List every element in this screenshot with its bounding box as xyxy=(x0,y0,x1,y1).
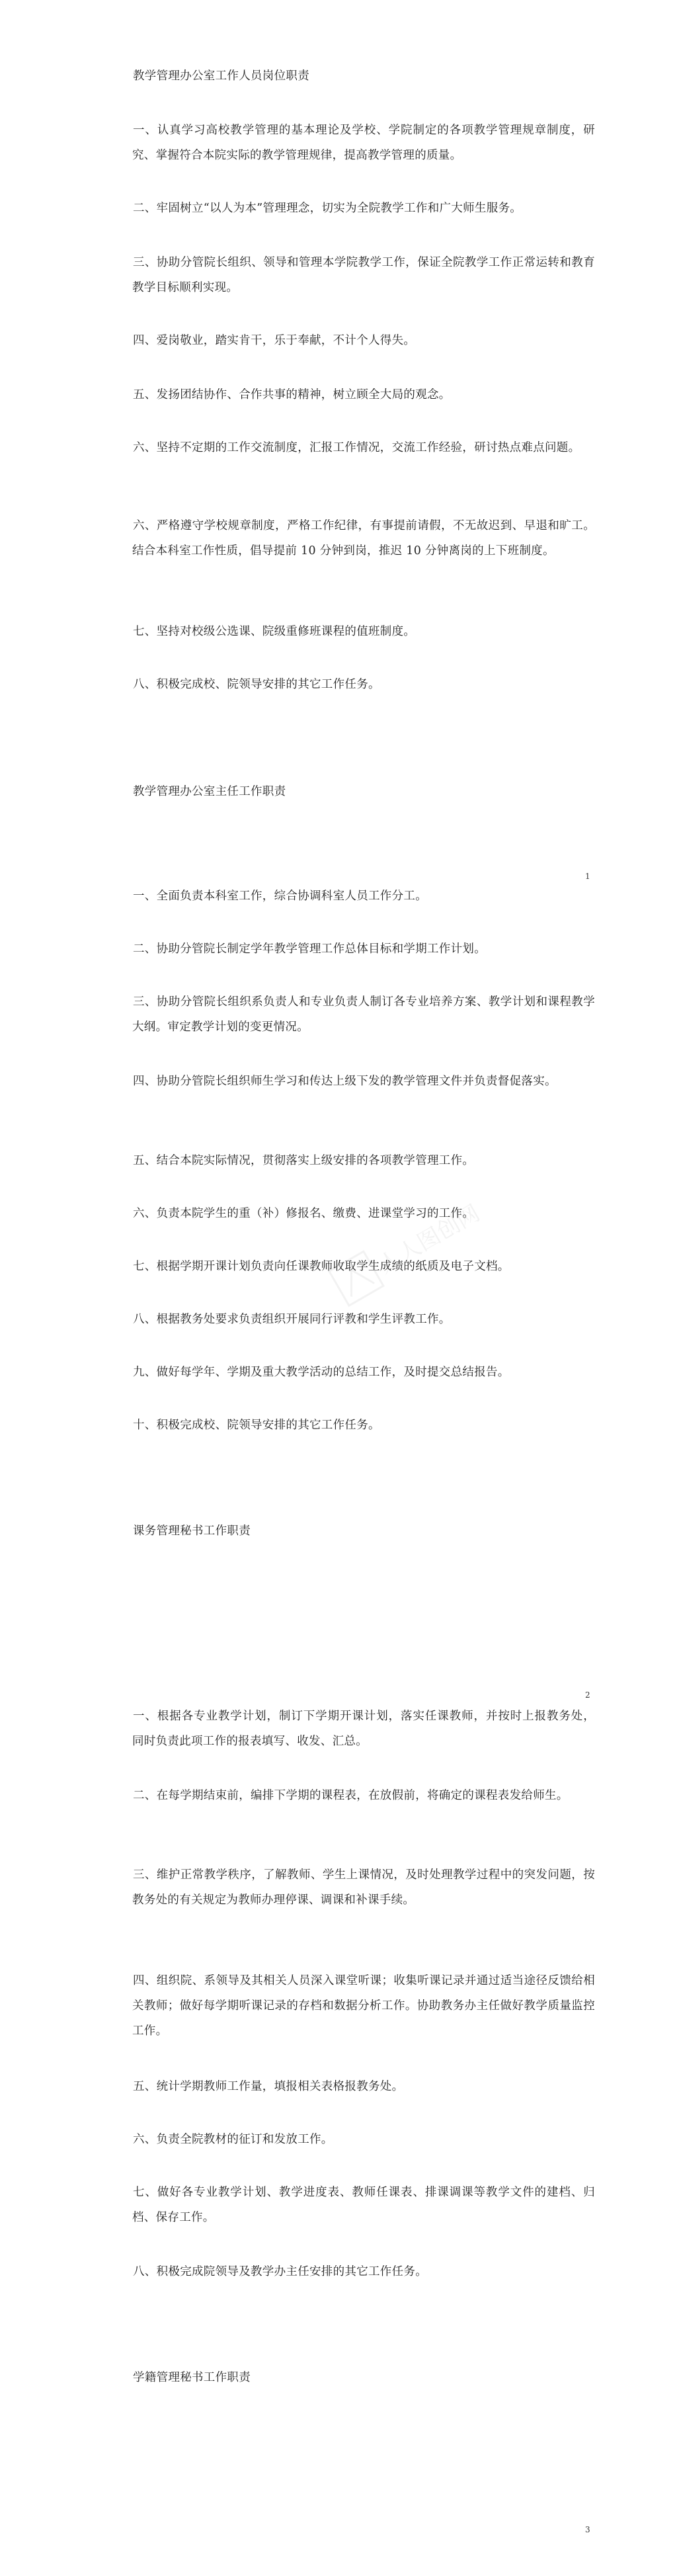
paragraph: 六、负责全院教材的征订和发放工作。 xyxy=(133,2133,333,2146)
svg-text:人人图创网: 人人图创网 xyxy=(374,1200,485,1279)
paragraph: 六、坚持不定期的工作交流制度，汇报工作情况，交流工作经验，研讨热点难点问题。 xyxy=(133,441,580,454)
section-title-course-secretary-duties: 课务管理秘书工作职责 xyxy=(133,1524,251,1538)
paragraph: 一、根据各专业教学计划，制订下学期开课计划，落实任课教师，并按时上报教务处， 同时负责此项工作的报表填写、收发、汇总。 xyxy=(132,1710,595,1748)
section-title-staff-duties: 教学管理办公室工作人员岗位职责 xyxy=(133,69,309,83)
page-number: 3 xyxy=(585,2525,590,2534)
paragraph: 七、坚持对校级公选课、院级重修班课程的值班制度。 xyxy=(133,625,416,638)
paragraph: 六、负责本院学生的重（补）修报名、缴费、进课堂学习的工作。 xyxy=(133,1207,475,1220)
paragraph: 三、协助分管院长组织系负责人和专业负责人制订各专业培养方案、教学计划和课程教学大纲。审定教学计划的变更情况。 xyxy=(132,995,595,1034)
section-title-registry-secretary-duties: 学籍管理秘书工作职责 xyxy=(133,2371,251,2384)
section-title-director-duties: 教学管理办公室主任工作职责 xyxy=(133,785,286,798)
paragraph: 一、全面负责本科室工作，综合协调科室人员工作分工。 xyxy=(133,890,427,903)
paragraph: 五、统计学期教师工作量，填报相关表格报教务处。 xyxy=(133,2080,404,2093)
paragraph: 八、积极完成院领导及教学办主任安排的其它工作任务。 xyxy=(133,2265,427,2278)
paragraph: 一、认真学习高校教学管理的基本理论及学校、学院制定的各项教学管理规章制度，研究、掌握符合本院实际的教学管理规律，提高教学管理的质量。 xyxy=(132,124,595,162)
paragraph: 四、协助分管院长组织师生学习和传达上级下发的教学管理文件并负责督促落实。 xyxy=(133,1075,557,1088)
paragraph: 八、根据教务处要求负责组织开展同行评教和学生评教工作。 xyxy=(133,1313,451,1326)
paragraph: 十、积极完成校、院领导安排的其它工作任务。 xyxy=(133,1419,380,1432)
paragraph: 七、做好各专业教学计划、教学进度表、教师任课表、排课调课等教学文件的建档、归档、保存工作。 xyxy=(132,2186,595,2224)
paragraph: 五、发扬团结协作、合作共事的精神，树立顾全大局的观念。 xyxy=(133,388,451,401)
paragraph: 四、组织院、系领导及其相关人员深入课堂听课；收集听课记录并通过适当途径反馈给相关教师；做好每学期听课记录的存档和数据分析工作。协助教务办主任做好教学质量监控工作。 xyxy=(132,1974,595,2038)
paragraph: 三、协助分管院长组织、领导和管理本学院教学工作，保证全院教学工作正常运转和教育教学目标顺利实现。 xyxy=(132,256,595,294)
paragraph: 五、结合本院实际情况，贯彻落实上级安排的各项教学管理工作。 xyxy=(133,1154,475,1167)
paragraph: 三、维护正常教学秩序，了解教师、学生上课情况，及时处理教学过程中的突发问题，按教务处的有关规定为教师办理停课、调课和补课手续。 xyxy=(132,1868,595,1907)
paragraph: 二、牢固树立“以人为本”管理理念，切实为全院教学工作和广大师生服务。 xyxy=(133,202,522,215)
paragraph: 二、协助分管院长制定学年教学管理工作总体目标和学期工作计划。 xyxy=(133,942,486,956)
paragraph: 二、在每学期结束前，编排下学期的课程表，在放假前，将确定的课程表发给师生。 xyxy=(133,1789,569,1802)
paragraph: 八、积极完成校、院领导安排的其它工作任务。 xyxy=(133,678,380,691)
paragraph: 四、爱岗敬业，踏实肯干，乐于奉献，不计个人得失。 xyxy=(133,334,416,347)
paragraph: 七、根据学期开课计划负责向任课教师收取学生成绩的纸质及电子文档。 xyxy=(133,1260,510,1273)
page-number: 1 xyxy=(585,872,590,881)
paragraph: 六、严格遵守学校规章制度，严格工作纪律，有事提前请假，不无故迟到、早退和旷工。结合本科室工作性质，倡导提前 10 分钟到岗，推迟 10 分钟离岗的上下班制度。 xyxy=(132,519,595,558)
paragraph: 九、做好每学年、学期及重大教学活动的总结工作，及时提交总结报告。 xyxy=(133,1366,510,1379)
page-number: 2 xyxy=(585,1690,590,1700)
